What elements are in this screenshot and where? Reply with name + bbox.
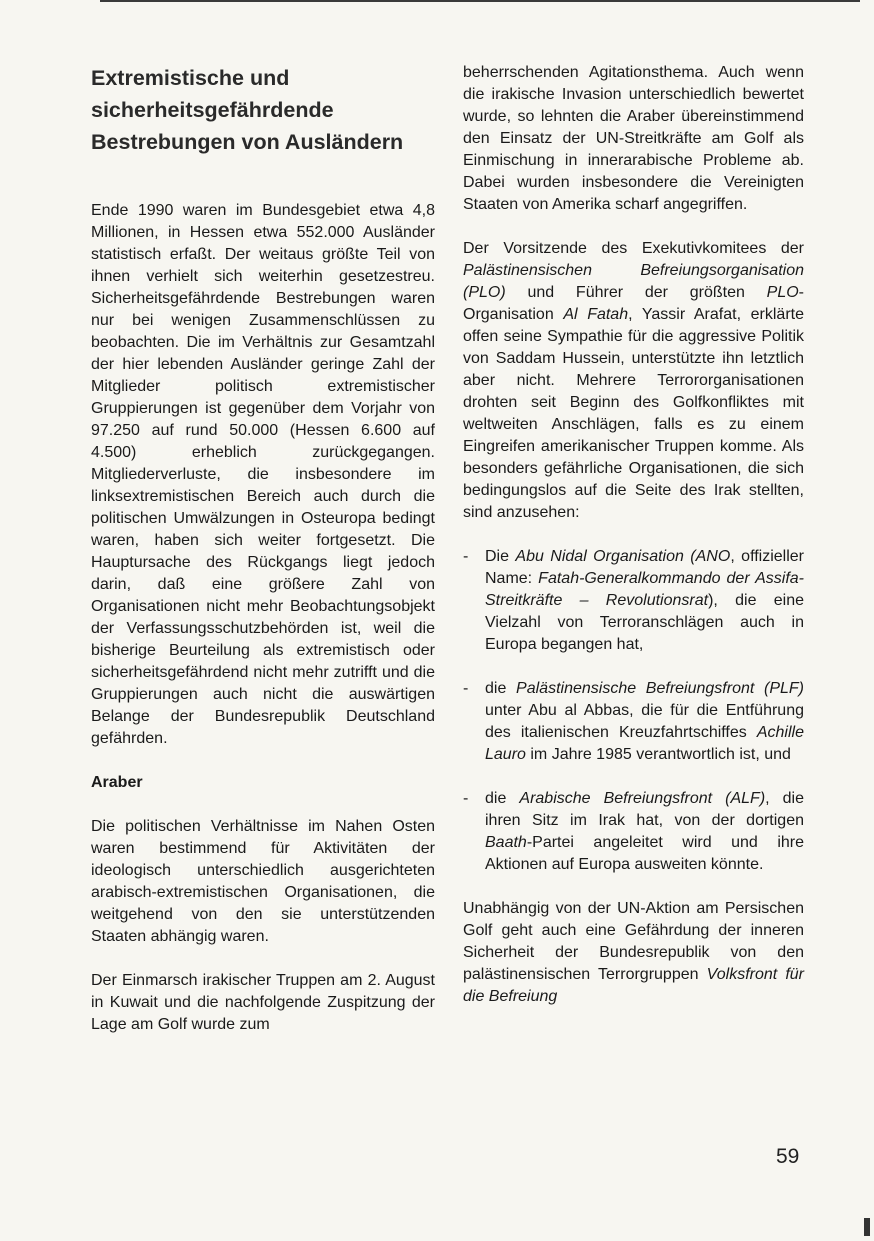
list-item-alf: - die Arabische Befreiungsfront (ALF), die ihren Sitz im Irak hat, von der dortigen Baath-Partei angeleitet wird und ihre Aktionen auf Europa ausweiten könnte. [463, 790, 804, 873]
paragraph-einmarsch: Der Einmarsch irakischer Truppen am 2. August in Kuwait und die nachfolgende Zuspitzung der Lage am Golf wurde zum [91, 972, 435, 1033]
paragraph-agitation: beherrschenden Agitationsthema. Auch wenn die irakische Invasion unterschiedlich bewertet wurde, so lehnten die Araber übereinstimmend den Einsatz der UN-Streitkräfte am Golf als Einmischung in innerarabische Probleme ab. Dabei wurden insbesondere die Vereinigten Staaten von Amerika scharf angegriffen. [463, 64, 804, 213]
list-item-ano: - Die Abu Nidal Organisation (ANO, offizieller Name: Fatah-Generalkommando der Assifa-Streitkräfte – Revolutionsrat), die eine Vielzahl von Terroranschlägen auch in Europa begangen hat, [463, 548, 805, 653]
section-heading-araber: Araber [91, 774, 143, 791]
intro-paragraph: Ende 1990 waren im Bundesgebiet etwa 4,8 Millionen, in Hessen etwa 552.000 Ausländer statistisch erfaßt. Der weitaus größte Teil von ihnen verhielt sich weiterhin gesetzestreu. Sicherheitsgefährdende Bestrebungen waren nur bei wenigen Zusammenschlüssen zu beobachten. Die im Verhältnis zur Gesamtzahl der hier lebenden Ausländer geringe Zahl der Mitglieder politisch extremistischer Gruppierungen ist gegenüber dem Vorjahr von 97.250 auf rund 50.000 (Hessen 6.600 auf 4.500) erheblich zurückgegangen. Mitgliederverluste, die insbesondere im linksextremistischen Bereich auch durch die politischen Umwälzungen in Osteuropa bedingt waren, haben sich weiter fortgesetzt. Die Hauptursache des Rückgangs liegt jedoch darin, daß eine größere Zahl von Organisationen nicht mehr Beobachtungsobjekt der Verfassungsschutzbehörden ist, weil die bisherige Beurteilung als extremistisch oder sicherheitsgefährdend nicht mehr zutrifft und die Gruppierungen auch nicht die auswärtigen Belange der Bundesrepublik Deutschland gefährden. [91, 202, 435, 747]
organisation-list [463, 546, 804, 876]
list-item-plf: - die Palästinensische Befreiungsfront (PLF) unter Abu al Abbas, die für die Entführung des italienischen Kreuzfahrtschiffes Achille Lauro im Jahre 1985 verantwortlich ist, und [463, 680, 805, 763]
scan-mark [864, 1218, 870, 1236]
paragraph-plo: Der Vorsitzende des Exekutivkomitees der Palästinensischen Befreiungsorganisation (PLO) und Führer der größten PLO-Organisation Al Fatah, Yassir Arafat, erklärte offen seine Sympathie für die aggressive Politik von Saddam Hussein, unterstützte ihn letztlich aber nicht. Mehrere Terrororganisationen drohten seit Beginn des Golfkonfliktes mit weltweiten Anschlägen, falls es zu einem Eingreifen amerikanischer Truppen komme. Als besonders gefährliche Organisationen, die sich bedingungslos auf die Seite des Irak stellten, sind anzusehen: [463, 240, 804, 521]
page-title: Extremistische und sicherheitsgefährdende Bestrebungen von Ausländern [91, 66, 404, 154]
right-column [463, 62, 804, 1008]
page-number: 59 [776, 1145, 800, 1168]
left-column [91, 62, 435, 1036]
top-rule [100, 0, 860, 2]
paragraph-nahost: Die politischen Verhältnisse im Nahen Osten waren bestimmend für Aktivitäten der ideologisch unterschiedlich ausgerichteten arabisch-extremistischen Organisationen, die weitgehend von den sie unterstützenden Staaten abhängig waren. [91, 818, 435, 945]
paragraph-un-aktion: Unabhängig von der UN-Aktion am Persischen Golf geht auch eine Gefährdung der inneren Sicherheit der Bundesrepublik von den palästinensischen Terrorgruppen Volksfront für die Befreiung [463, 900, 804, 1005]
